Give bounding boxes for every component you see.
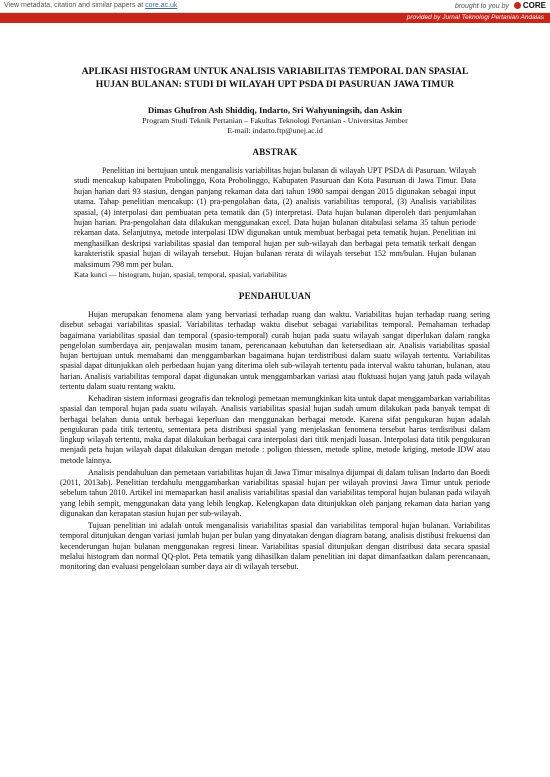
intro-heading: PENDAHULUAN: [238, 291, 312, 302]
core-banner: [0, 0, 550, 13]
paper-page: [60, 66, 490, 574]
core-link[interactable]: core.ac.uk: [145, 2, 178, 9]
provider-bar: [0, 13, 550, 23]
paper-email: E-mail: indarto.ftp@unej.ac.id: [227, 126, 323, 135]
core-logo-text: CORE: [522, 1, 546, 10]
brought-by-text: brought to you by: [454, 3, 509, 10]
paper-authors: Dimas Ghufron Ash Shiddiq, Indarto, Sri Wahyuningsih, dan Askin: [147, 105, 403, 115]
core-logo-icon: [514, 2, 521, 9]
intro-paragraph: Hujan merupakan fenomena alam yang bervariasi terhadap ruang dan waktu. Variabilitas hujan terhadap ruang sering disebut sebagai variabilitas spasial. Variabilitas terhadap waktu disebut sebagai variabilitas temporal. Pemahaman terhadap bagaimana variabilitas spasial dan temporal (spasio-temporal) curah hujan pada suatu wilayah sangat diperlukan dalam rangka pengelolan sumberdaya air, penjawalan musim tanam, perencanaan kebutuhan dan ketersediaan air. Analisis variabilitas spasial hujan bertujuan untuk memahami dan menggambarkan bagaimana hujan terdistribusi dalam suatu wilayah tertentu. Variabilitas spasial dapat ditunjukkan oleh perbedaan hujan yang diterima oleh sub-wilayah tertentu pada interval waktu tahunan, bulanan, atau harian. Analisis variabilitas temporal dapat digunakan untuk menggambarkan variasi atau fluktuasi hujan yang jatuh pada wilayah tertentu dalam suatu rentang waktu.: [60, 310, 490, 391]
core-metadata-text: [4, 2, 177, 9]
paper-title: APLIKASI HISTOGRAM UNTUK ANALISIS VARIABILITAS TEMPORAL DAN SPASIAL HUJAN BULANAN: STUDI DI WILAYAH UPT PSDA DI PASURUAN JAWA TIMUR: [81, 66, 469, 90]
core-metadata-label: View metadata, citation and similar papers at: [4, 2, 144, 9]
core-logo[interactable]: [514, 1, 546, 10]
intro-paragraph: Kehadiran sistem informasi geografis dan teknologi pemetaan memungkinkan kita untuk dapat menggambarkan variabilitas spasial dan temporal hujan pada suatu wilayah. Analisis variabilitas spasial hujan sudah umum dilakukan pada banyak tempat di berbagai belahan dunia untuk berbagai keperluan dan menggunakan berbagai metode. Karena sifat pengukuran hujan adalah pengukuran pada titik tertentu, sementara peta distribusi spasial yang menjelaskan fenomena tersebut harus terdisribusi dalam lingkup wilayah tertentu, maka dapat dilakukan berbagai cara interpolasi dari titik menjadi luasan. Interpolasi data titik pengukuran menjadi peta hujan wilayah dapat dilakukan dengan metode : poligon thiessen, metode spline, metode kriging, metode IDW atau metode lainnya.: [60, 394, 490, 465]
intro-paragraph: Analisis pendahuluan dan pemetaan variabilitas hujan di Jawa Timur misalnya dijumpai di dalam tulisan Indarto dan Boedi (2011, 2013ab). Penelitian terdahulu menggambarkan variabilitas spasial hujan per wilayah provinsi Jawa Timur untuk periode sebelum tahun 2010. Artikel ini memaparkan hasil analisis variabilitas spasial dan variabilitas temporal hujan bulanan pada wilayah yang lebih sempit, menggunakan data yang lebih lengkap. Kelengkapan data ditunjukkan oleh panjang rekaman data harian yang digunakan dan kerapatan stasiun hujan per sub-wilayah.: [60, 467, 490, 518]
core-brand[interactable]: [455, 1, 546, 10]
intro-paragraph: Tujuan penelitian ini adalah untuk menganalisis variabilitas spasial dan variabilitas temporal hujan bulanan. Variabilitas temporal ditunjukan dengan variasi jumlah hujan per bulan yang dinyatakan dengan diagram batang, analisis distibusi frekuensi dan kecenderungan hujan bulanan menggunakan regresi linear. Variabilitas spasial ditunjukan dengan distribusi data secara spasial melalui histogram dan normal QQ-plot. Peta tematik yang dihasilkan dalam penelitian ini dapat dimanfaatkan dalam perencanaan, monitoring dan evaluasi pengelolaan sumber daya air di wilayah tersebut.: [60, 521, 490, 572]
abstract-heading: ABSTRAK: [252, 147, 298, 157]
paper-affiliation: Program Studi Teknik Pertanian – Fakultas Teknologi Pertanian - Universitas Jember: [142, 116, 408, 125]
provider-text: provided by Jurnal Teknologi Pertanian Andalas: [406, 14, 544, 21]
abstract-text: Penelitian ini bertujuan untuk menganalisis variabilitas hujan bulanan di wilayah UPT PSDA di Pasuruan. Wilayah studi mencakup kabupaten Probolinggo, Kota Probolinggo, Kabupaten Pasuruan dan Kota Pasuruan di Jawa Timur. Data hujan harian dari 93 stasiun, dengan panjang rekaman data dari tahun 1980 sampai dengan 2015 digunakan sebagai input utama. Tahap penelitian mencakup: (1) pra-pengolahan data, (2) analisis variabilitas temporal, (3) Analisis variabilitas spasial, (4) interpolasi dan pembuatan peta tematik dan (5) interpretasi. Data hujan bulanan diperoleh dari penjumlahan hujan harian. Pra-pengolahan data dilakukan menggunakan excel. Data hujan bulanan ditabulasi selama 35 tahun periode rekaman data. Selanjutnya, metode interpolasi IDW digunakan untuk membuat berbagai peta tematik hujan. Penelitian ini menghasilkan deskripsi variabilitas spasial dan temporal hujan per sub-wilayah dan berbagai peta tematik terkait dengan karakteristik spasial hujan di wilayah tersebut. Hujan bulanan rerata di wilayah tersebut 152 mm/bulan. Hujan bulanan maksimum 798 mm per bulan.: [74, 166, 476, 269]
keywords: Kata kunci — histogram, hujan, spasial, temporal, spasial, variabilitas: [74, 270, 287, 280]
